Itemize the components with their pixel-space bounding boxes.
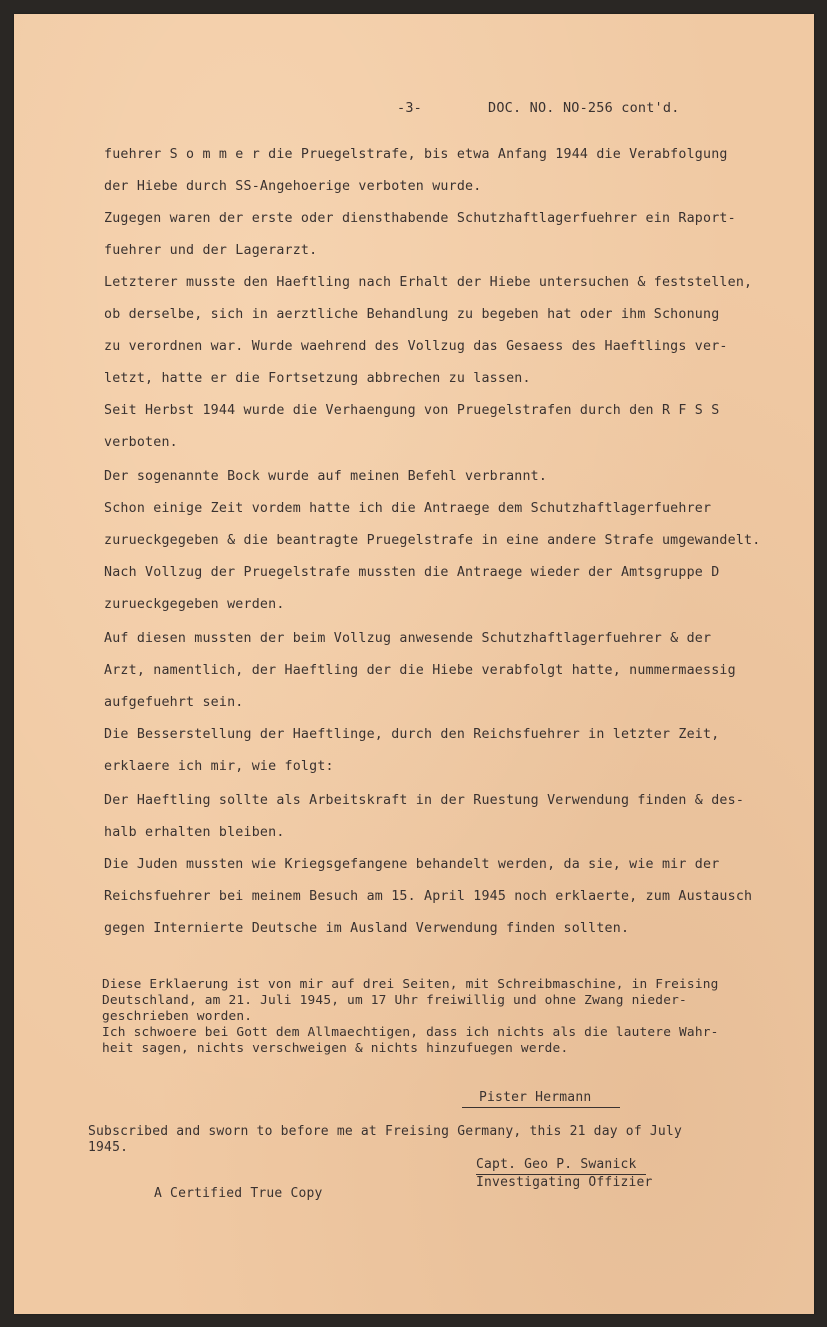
body-line: aufgefuehrt sein. [104,695,244,710]
body-line: fuehrer S o m m e r die Pruegelstrafe, bis etwa Anfang 1944 die Verabfolgung [104,147,728,162]
declaration-line: Ich schwoere bei Gott dem Allmaechtigen, dass ich nichts als die lautere Wahr- [102,1025,719,1040]
body-line: fuehrer und der Lagerarzt. [104,243,318,258]
document-page [14,14,814,1314]
officer-name: Capt. Geo P. Swanick [476,1157,637,1172]
signatory-name: Pister Hermann [479,1090,592,1105]
body-line: Die Juden mussten wie Kriegsgefangene behandelt werden, da sie, wie mir der [104,857,720,872]
body-line: halb erhalten bleiben. [104,825,285,840]
body-line: zurueckgegeben werden. [104,597,285,612]
body-line: Nach Vollzug der Pruegelstrafe mussten die Antraege wieder der Amtsgruppe D [104,565,720,580]
declaration-line: Diese Erklaerung ist von mir auf drei Seiten, mit Schreibmaschine, in Freising [102,977,719,992]
body-line: erklaere ich mir, wie folgt: [104,759,334,774]
declaration-line: heit sagen, nichts verschweigen & nichts hinzufuegen werde. [102,1041,569,1056]
declaration-line: Deutschland, am 21. Juli 1945, um 17 Uhr freiwillig und ohne Zwang nieder- [102,993,687,1008]
body-line: zu verordnen war. Wurde waehrend des Vollzug das Gesaess des Haeftlings ver- [104,339,728,354]
certification-note: A Certified True Copy [154,1186,323,1201]
body-line: Arzt, namentlich, der Haeftling der die Hiebe verabfolgt hatte, nummermaessig [104,663,736,678]
body-line: Der Haeftling sollte als Arbeitskraft in der Ruestung Verwendung finden & des- [104,793,745,808]
body-line: der Hiebe durch SS-Angehoerige verboten wurde. [104,179,482,194]
body-line: Seit Herbst 1944 wurde die Verhaengung von Pruegelstrafen durch den R F S S [104,403,720,418]
jurat-line: Subscribed and sworn to before me at Freising Germany, this 21 day of July [88,1124,682,1139]
body-line: verboten. [104,435,178,450]
body-line: Reichsfuehrer bei meinem Besuch am 15. April 1945 noch erklaerte, zum Austausch [104,889,753,904]
declaration-line: geschrieben worden. [102,1009,253,1024]
body-line: zurueckgegeben & die beantragte Pruegelstrafe in eine andere Strafe umgewandelt. [104,533,761,548]
body-line: Schon einige Zeit vordem hatte ich die Antraege dem Schutzhaftlagerfuehrer [104,501,712,516]
body-line: Die Besserstellung der Haeftlinge, durch den Reichsfuehrer in letzter Zeit, [104,727,720,742]
officer-title: Investigating Offizier [476,1175,653,1190]
body-line: letzt, hatte er die Fortsetzung abbrechen zu lassen. [104,371,531,386]
body-line: Auf diesen mussten der beim Vollzug anwesende Schutzhaftlagerfuehrer & der [104,631,712,646]
body-line: ob derselbe, sich in aerztliche Behandlung zu begeben hat oder ihm Schonung [104,307,720,322]
body-line: Der sogenannte Bock wurde auf meinen Befehl verbrannt. [104,469,548,484]
body-line: Letzterer musste den Haeftling nach Erhalt der Hiebe untersuchen & feststellen, [104,275,753,290]
body-line: Zugegen waren der erste oder diensthabende Schutzhaftlagerfuehrer ein Raport- [104,211,736,226]
jurat-line: 1945. [88,1140,129,1155]
document-reference: DOC. NO. NO-256 cont'd. [488,100,680,116]
body-line: gegen Internierte Deutsche im Ausland Verwendung finden sollten. [104,921,630,936]
signature-underline [462,1107,620,1108]
page-number: -3- [397,100,422,116]
